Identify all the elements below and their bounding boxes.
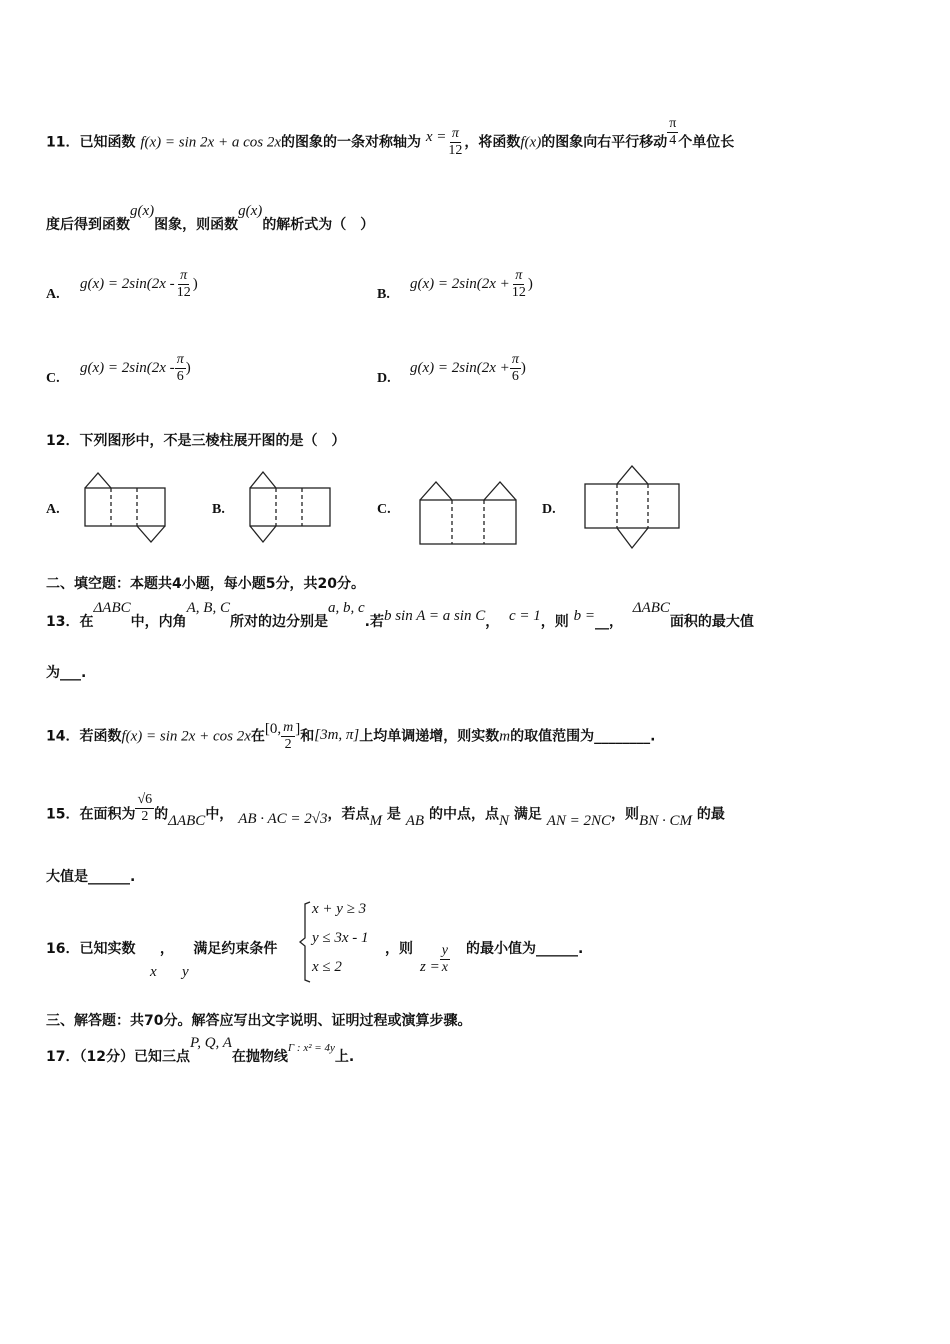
net-figure-a[interactable] [80,470,170,546]
net-c-right-triangle [484,482,516,500]
net-a-top-triangle [85,473,111,488]
q11-function-ref: f(x) [520,134,542,151]
q15-point-m: M [369,812,383,829]
net-d-top-triangle [617,466,648,484]
q15-point-n: N [498,812,509,829]
q11-shift-fraction [667,116,678,149]
q11-line1 [46,116,735,159]
option-expr: g(x) = 2sin(2x - [80,275,175,292]
denominator: 2 [284,737,292,752]
q11-option-c[interactable] [80,352,191,385]
q11-text: 已知函数 [79,134,136,151]
question-number: 17． [46,1049,80,1065]
q11-line2 [46,203,375,234]
q17-parabola: Γ : x² = 4y [287,1042,335,1054]
question-number: 11． [46,134,80,151]
net-c-left-triangle [420,482,452,500]
numerator: √6 [137,792,153,807]
q11-text: 的图象的一条对称轴为 [280,134,421,151]
option-label-a: A. [46,287,60,302]
q15-text: 中， [205,806,234,823]
q11-option-a[interactable] [80,268,198,301]
option-fraction [175,352,186,385]
numerator: π [451,126,459,141]
q13-blank[interactable]: __， [595,614,624,630]
q13-condition: b sin A = a sin C [383,608,486,624]
q13-line1 [46,600,754,631]
option-label-b: B. [377,287,390,302]
question-number: 14． [46,728,80,745]
q13-angles: A, B, C [186,600,230,616]
q16-constraint-3: x ≤ 2 [312,959,342,975]
q15-text: ，若点 [327,806,370,823]
q15-text: 满足 [513,806,542,823]
denominator: x [441,960,448,975]
option-label-c: C. [46,371,60,386]
q16-text: 满足约束条件 [193,941,278,957]
q14-function: f(x) = sin 2x + cos 2x [121,728,251,745]
q11-text: 图象，则函数 [154,217,239,233]
question-number: 16． [46,941,80,957]
q15-text: 是 [386,806,401,823]
numerator: m [283,720,294,735]
option-expr: g(x) = 2sin(2x + [410,275,510,292]
section-heading-answer: 三、解答题：共70分。解答应写出文字说明、证明过程或演算步骤。 [46,1013,472,1029]
denominator: 6 [176,369,184,384]
net-figure-b[interactable] [245,468,335,548]
net-d-rect [585,484,679,528]
q11-axis-lhs: x = [425,128,447,145]
q11-option-b[interactable] [410,268,533,301]
option-expr: g(x) = 2sin(2x - [80,359,175,376]
q11-text: 度后得到函数 [46,217,130,233]
q14-m: m [499,728,511,745]
q16-text: 已知实数 [79,941,136,957]
q13-triangle: ΔABC [93,600,131,616]
q13-text: ，则 [540,614,569,630]
section-heading-fill-in: 二、填空题：本题共4小题，每小题5分，共20分。 [46,576,365,592]
net-b-top-triangle [250,472,276,488]
q16-comma: ， [159,941,174,957]
numerator: π [515,268,523,283]
numerator: π [669,116,677,131]
denominator: 12 [511,285,526,300]
q15-text: 的中点，点 [428,806,499,823]
q13-text: .若 [364,614,384,630]
close-paren: ) [192,275,198,292]
q14-text[interactable]: 的取值范围为________. [510,728,656,745]
q13-line2: 为___. [46,665,87,681]
q14-line [46,720,655,753]
q15-text: ，则 [611,806,640,823]
option-label-c: C. [377,502,391,517]
q15-text: 的 [154,806,169,823]
q11-option-d[interactable] [410,352,526,385]
denominator: 6 [511,369,519,384]
q13-text: 在 [79,614,94,630]
q15-an-relation: AN = 2NC [546,812,612,829]
denominator: 2 [141,809,149,824]
q15-line1 [46,792,725,831]
q15-text: 的最 [696,806,725,823]
option-expr: g(x) = 2sin(2x + [410,359,510,376]
q17-text: 在抛物线 [231,1049,288,1065]
q16-z-fraction [440,943,450,976]
denominator: 12 [176,285,191,300]
q13-triangle: ΔABC [632,600,670,616]
question-number: 15． [46,806,80,823]
q11-function: f(x) = sin 2x + a cos 2x [140,134,281,151]
q13-c-value: c = 1 [508,608,541,624]
q13-sides: a, b, c [327,600,365,616]
question-number: 13． [46,614,80,630]
option-label-d: D. [542,502,556,517]
question-number: 12． [46,433,80,449]
q16-z-expr [420,943,450,976]
q15-dot-product: AB · AC = 2√3 [238,810,328,827]
q16-z: z = [420,958,440,975]
q15-line2[interactable]: 大值是______. [46,869,136,885]
q13-b-eq: b = [573,608,596,624]
close-paren: ) [520,359,526,376]
net-d-bottom-triangle [617,528,648,548]
net-b-rect [250,488,330,526]
q17-line [46,1035,355,1066]
q15-area-fraction [135,792,154,825]
q16-line-right [385,938,413,958]
q13-text: 所对的边分别是 [229,614,328,630]
q13-text: 中，内角 [130,614,187,630]
q13-comma: ， [485,614,500,630]
q16-var-y: y [182,964,189,980]
denominator: 4 [669,133,677,148]
q11-axis-fraction [446,126,464,159]
option-fraction [510,352,521,385]
q12-line [46,430,345,450]
numerator: π [180,268,188,283]
q11-text: 的图象向右平行移动 [541,134,668,151]
q13-text: 面积的最大值 [669,614,754,630]
q16-line [46,938,277,958]
q15-triangle: ΔABC [168,812,206,829]
option-fraction [510,268,528,301]
q15-bn-cm: BN · CM [639,812,692,829]
q16-brace [298,900,312,984]
net-figure-d[interactable] [580,462,685,552]
q14-text: 上均单调递增，则实数 [359,728,500,745]
q14-interval-fraction [281,720,295,753]
q16-answer-blank[interactable]: 的最小值为______. [466,941,584,957]
net-b-bottom-triangle [250,526,276,542]
close-paren: ) [527,275,533,292]
q15-segment-ab: AB [405,812,425,829]
q15-text: 在面积为 [79,806,136,823]
close-paren: ) [185,359,191,376]
numerator: π [176,352,184,367]
q14-text: 在 [250,728,265,745]
net-c-rect [420,500,516,544]
q12-text: 下列图形中，不是三棱柱展开图的是（ ） [79,433,346,449]
q11-text: ，将函数 [464,134,521,151]
net-a-rect [85,488,165,526]
brace-curve [300,902,310,982]
option-label-d: D. [377,371,391,386]
q16-text: ，则 [385,941,413,957]
denominator: 12 [448,143,463,158]
option-label-a: A. [46,502,60,517]
q17-text: （12分）已知三点 [79,1049,190,1065]
q14-interval2: [3m, π] [314,726,360,743]
option-fraction [175,268,193,301]
net-a-bottom-triangle [137,526,165,542]
q16-constraint-1: x + y ≥ 3 [312,901,367,917]
q17-text: 上. [334,1049,355,1065]
q14-interval-left: [0, [264,720,282,737]
net-figure-c[interactable] [412,474,522,550]
q14-text: 和 [300,728,315,745]
q11-text: 个单位长 [678,134,735,151]
q16-constraint-2: y ≤ 3x - 1 [312,930,369,946]
q16-var-x: x [150,964,157,980]
option-label-b: B. [212,502,225,517]
q11-text: 的解析式为（ ） [262,217,375,233]
q11-g-function: g(x) [238,203,263,219]
numerator: π [511,352,519,367]
q17-points: P, Q, A [189,1035,232,1051]
q11-g-function: g(x) [130,203,155,219]
q14-interval-right: ] [295,720,301,737]
q14-text: 若函数 [79,728,122,745]
numerator: y [441,943,448,958]
